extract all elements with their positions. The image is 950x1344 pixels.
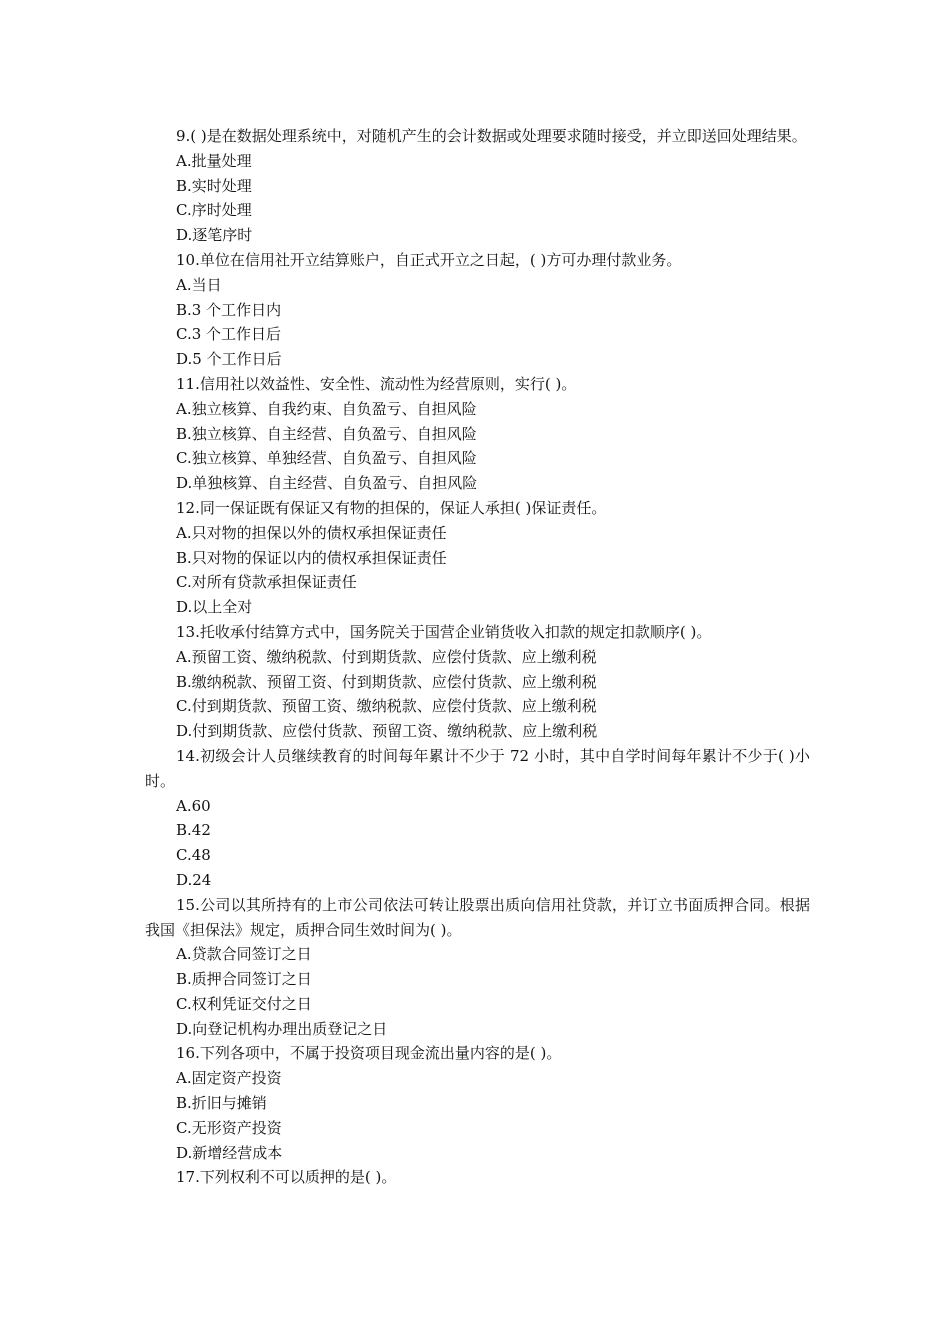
question-14 — [145, 744, 810, 893]
option-a: A.只对物的担保以外的债权承担保证责任 — [176, 523, 447, 542]
option-c: C.序时处理 — [176, 201, 252, 220]
question-15 — [145, 893, 810, 1042]
option-d: D.以上全对 — [176, 598, 253, 617]
option-a: A.60 — [176, 796, 211, 815]
option-c: C.对所有贷款承担保证责任 — [176, 573, 357, 592]
option-c: C.48 — [176, 846, 211, 865]
question-stem: 14.初级会计人员继续教育的时间每年累计不少于 72 小时，其中自学时间每年累计不少于( )小时。 — [145, 746, 810, 790]
option-c: C.3 个工作日后 — [176, 325, 282, 344]
option-d: D.新增经营成本 — [176, 1143, 283, 1162]
question-9 — [145, 124, 810, 248]
question-stem: 12.同一保证既有保证又有物的担保的，保证人承担( )保证责任。 — [176, 498, 607, 517]
question-stem: 17.下列权利不可以质押的是( )。 — [176, 1168, 397, 1187]
option-b: B.独立核算、自主经营、自负盈亏、自担风险 — [176, 424, 477, 443]
option-c: C.权利凭证交付之日 — [176, 994, 312, 1013]
option-c: C.独立核算、单独经营、自负盈亏、自担风险 — [176, 449, 477, 468]
option-b: B.缴纳税款、预留工资、付到期货款、应偿付货款、应上缴利税 — [176, 672, 597, 691]
option-d: D.向登记机构办理出质登记之日 — [176, 1019, 388, 1038]
question-stem: 16.下列各项中，不属于投资项目现金流出量内容的是( )。 — [176, 1044, 562, 1063]
option-a: A.独立核算、自我约束、自负盈亏、自担风险 — [176, 399, 477, 418]
question-stem: 9.( )是在数据处理系统中，对随机产生的会计数据或处理要求随时接受，并立即送回处理结果。 — [176, 127, 807, 145]
option-c: C.无形资产投资 — [176, 1118, 282, 1137]
document-page — [145, 124, 810, 1190]
question-13 — [145, 620, 810, 744]
option-b: B.3 个工作日内 — [176, 300, 282, 319]
option-b: B.只对物的保证以内的债权承担保证责任 — [176, 548, 447, 567]
question-17 — [145, 1165, 810, 1190]
question-10 — [145, 248, 810, 372]
question-16 — [145, 1041, 810, 1165]
question-stem: 10.单位在信用社开立结算账户，自正式开立之日起，( )方可办理付款业务。 — [176, 250, 682, 269]
option-d: D.24 — [176, 870, 212, 889]
option-a: A.贷款合同签订之日 — [176, 945, 312, 964]
option-d: D.付到期货款、应偿付货款、预留工资、缴纳税款、应上缴利税 — [176, 722, 598, 741]
option-d: D.单独核算、自主经营、自负盈亏、自担风险 — [176, 474, 478, 493]
option-b: B.42 — [176, 821, 211, 840]
option-d: D.逐笔序时 — [176, 226, 253, 245]
option-a: A.固定资产投资 — [176, 1069, 282, 1088]
question-stem: 13.托收承付结算方式中，国务院关于国营企业销货收入扣款的规定扣款顺序( )。 — [176, 622, 712, 641]
option-a: A.预留工资、缴纳税款、付到期货款、应偿付货款、应上缴利税 — [176, 647, 597, 666]
option-d: D.5 个工作日后 — [176, 350, 282, 369]
option-b: B.实时处理 — [176, 176, 252, 195]
question-stem: 15.公司以其所持有的上市公司依法可转让股票出质向信用社贷款，并订立书面质押合同。根据我国《担保法》规定，质押合同生效时间为( )。 — [145, 895, 810, 939]
question-12 — [145, 496, 810, 620]
question-stem: 11.信用社以效益性、安全性、流动性为经营原则，实行( )。 — [176, 374, 577, 393]
option-a: A.批量处理 — [176, 151, 252, 170]
option-b: B.质押合同签订之日 — [176, 970, 312, 989]
option-c: C.付到期货款、预留工资、缴纳税款、应偿付货款、应上缴利税 — [176, 697, 597, 716]
question-11 — [145, 372, 810, 496]
option-b: B.折旧与摊销 — [176, 1094, 267, 1113]
option-a: A.当日 — [176, 275, 222, 294]
